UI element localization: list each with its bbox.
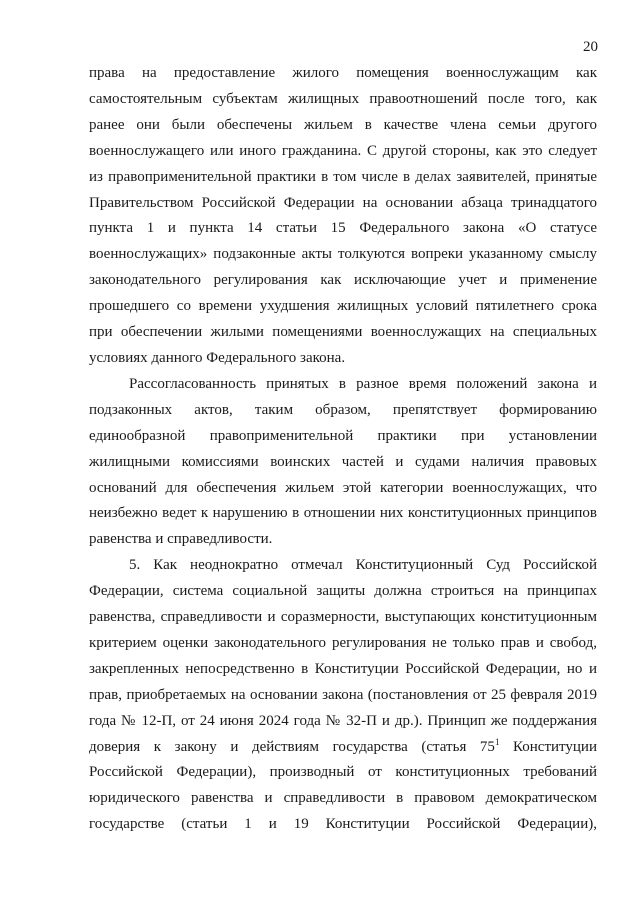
text-line: пункта 1 и пункта 14 статьи 15 Федерального закона «О статусе: [89, 220, 597, 237]
text-line-with-superscript: [89, 735, 597, 761]
text-line: при обеспечении жилыми помещениями военнослужащих на специальных: [89, 324, 597, 341]
text-line: равенства, справедливости и соразмерности, выступающих конституционным: [89, 609, 597, 626]
text-line: военнослужащих» подзаконные акты толкуются вопреки указанному смыслу: [89, 246, 597, 263]
text-line: оснований для обеспечения жильем этой категории военнослужащих, что: [89, 479, 597, 496]
text-fragment: доверия к закону и действиям государства (статья 75: [89, 738, 495, 755]
text-line: жилищными комиссиями воинских частей и судами наличия правовых: [89, 453, 597, 470]
text-line: прав, приобретаемых на основании закона (постановления от 25 февраля 2019: [89, 686, 597, 703]
text-line: закрепленных непосредственно в Конституции Российской Федерации, но и: [89, 660, 597, 677]
text-line: равенства и справедливости.: [89, 531, 273, 548]
text-line: из правоприменительной практики в том числе в делах заявителей, принятые: [89, 168, 597, 185]
text-line: государстве (статьи 1 и 19 Конституции Российской Федерации),: [89, 816, 597, 833]
text-line: самостоятельным субъектам жилищных правоотношений после того, как: [89, 90, 597, 107]
text-line: неизбежно ведет к нарушению в отношении них конституционных принципов: [89, 505, 597, 522]
text-line: законодательного регулирования как исключающие учет и применение: [89, 272, 597, 289]
text-line: Федерации, система социальной защиты должна строиться на принципах: [89, 583, 597, 600]
text-line: 5. Как неоднократно отмечал Конституционный Суд Российской: [129, 557, 597, 574]
text-line: Российской Федерации), производный от конституционных требований: [89, 764, 597, 781]
text-line: Рассогласованность принятых в разное время положений закона и: [129, 375, 597, 392]
text-fragment: Конституции: [499, 738, 597, 755]
text-line: критерием оценки законодательного регулирования не только прав и свобод,: [89, 634, 597, 651]
paragraph-1: [89, 61, 597, 372]
text-line: юридического равенства и справедливости в правовом демократическом: [89, 790, 597, 807]
text-line: военнослужащего или иного гражданина. С другой стороны, как это следует: [89, 142, 597, 159]
paragraph-3: [89, 553, 597, 838]
text-line: ранее они были обеспечены жильем в качестве члена семьи другого: [89, 116, 597, 133]
superscript: 1: [494, 736, 500, 747]
text-line: Правительством Российской Федерации на основании абзаца тринадцатого: [89, 194, 597, 211]
text-line: подзаконных актов, таким образом, препятствует формированию: [89, 401, 597, 418]
paragraph-2: [89, 372, 597, 553]
page-number: 20: [583, 39, 598, 55]
text-line: условиях данного Федерального закона.: [89, 349, 346, 366]
text-line: прошедшего со времени ухудшения жилищных условий пятилетнего срока: [89, 298, 597, 315]
text-line: года № 12-П, от 24 июня 2024 года № 32-П и др.). Принцип же поддержания: [89, 712, 597, 729]
document-body: [89, 61, 597, 838]
text-line: единообразной правоприменительной практики при установлении: [89, 427, 597, 444]
text-line: права на предоставление жилого помещения военнослужащим как: [89, 65, 597, 81]
